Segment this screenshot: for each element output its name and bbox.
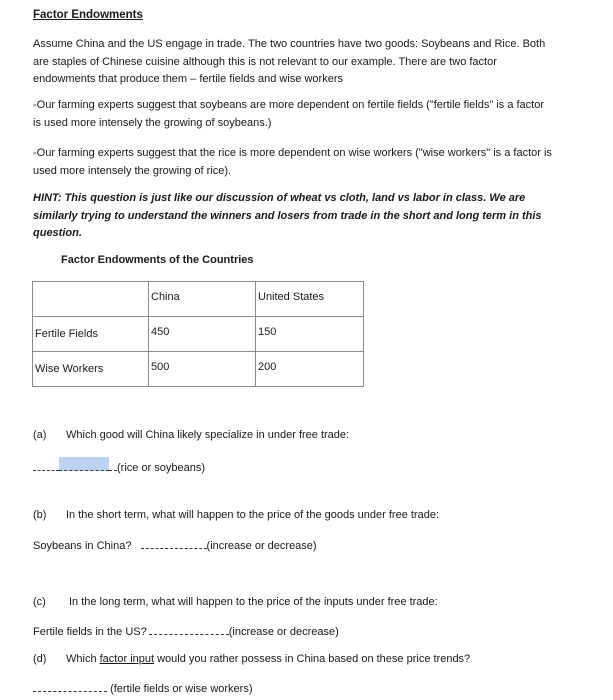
intro-paragraph: Assume China and the US engage in trade. The two countries have two goods: Soybeans and Rice. Both are staples of Chinese cuisine although this is not relevant to our example. There are two factor endowments that produce them – fertile fields and wise workers [33,38,546,85]
answer-input-b[interactable] [141,538,207,549]
answer-input-c[interactable] [149,624,229,635]
header-cell-china: China [149,282,256,317]
answer-line-a [33,457,205,474]
table-title: Factor Endowments of the Countries [61,254,254,266]
table-row [33,352,364,387]
question-text: Which good will China likely specialize in under free trade: [66,429,350,441]
answer-line-b [33,538,317,552]
question-c [33,596,438,608]
table-header-row [33,282,364,317]
cell-china: 500 [149,352,256,387]
hint-paragraph: HINT: This question is just like our discussion of wheat vs cloth, land vs labor in class. We are similarly trying to understand the winners and losers from trade in the short and long term in this question. [33,192,542,239]
answer-line-c [33,624,339,638]
question-label: (d) [33,653,47,665]
table-row [33,317,364,352]
answer-subject: Fertile fields in the US? [33,626,147,638]
question-text: In the short term, what will happen to the price of the goods under free trade: [66,509,439,521]
page-title: Factor Endowments [33,9,143,21]
answer-hint: (increase or decrease) [206,540,317,552]
factor-input-term: factor input [99,653,155,665]
answer-hint: (rice or soybeans) [117,462,206,474]
question-label: (c) [33,596,46,608]
row-label: Wise Workers [33,352,149,387]
question-text: In the long term, what will happen to the price of the inputs under free trade: [69,596,438,608]
row-label: Fertile Fields [33,317,149,352]
answer-hint: (fertile fields or wise workers) [110,683,253,695]
answer-line-d [33,681,252,695]
answer-input-d[interactable] [33,681,107,692]
answer-blank-suffix [109,460,117,471]
cell-us: 200 [256,352,364,387]
question-d [33,653,470,665]
cell-us: 150 [256,317,364,352]
question-a [33,429,349,441]
question-label: (b) [33,509,47,521]
header-cell-us: United States [256,282,364,317]
answer-blank-prefix [33,460,59,471]
header-cell-empty [33,282,149,317]
expert-note-rice: -Our farming experts suggest that the rice is more dependent on wise workers ("wise workers" is a factor is used more intensely the growing of rice). [33,147,552,177]
question-text-pre: Which [66,653,100,665]
expert-note-soybeans: -Our farming experts suggest that soybeans are more dependent on fertile fields ("fertile fields" is a factor is used more intensely the growing of soybeans.) [33,99,545,129]
question-text-post: would you rather possess in China based on these price trends? [154,653,471,665]
answer-input-a[interactable] [59,457,109,471]
answer-subject: Soybeans in China? [33,540,132,552]
question-label: (a) [33,429,47,441]
answer-hint: (increase or decrease) [228,626,339,638]
cell-china: 450 [149,317,256,352]
factor-endowment-table [32,281,364,387]
question-b [33,509,439,521]
